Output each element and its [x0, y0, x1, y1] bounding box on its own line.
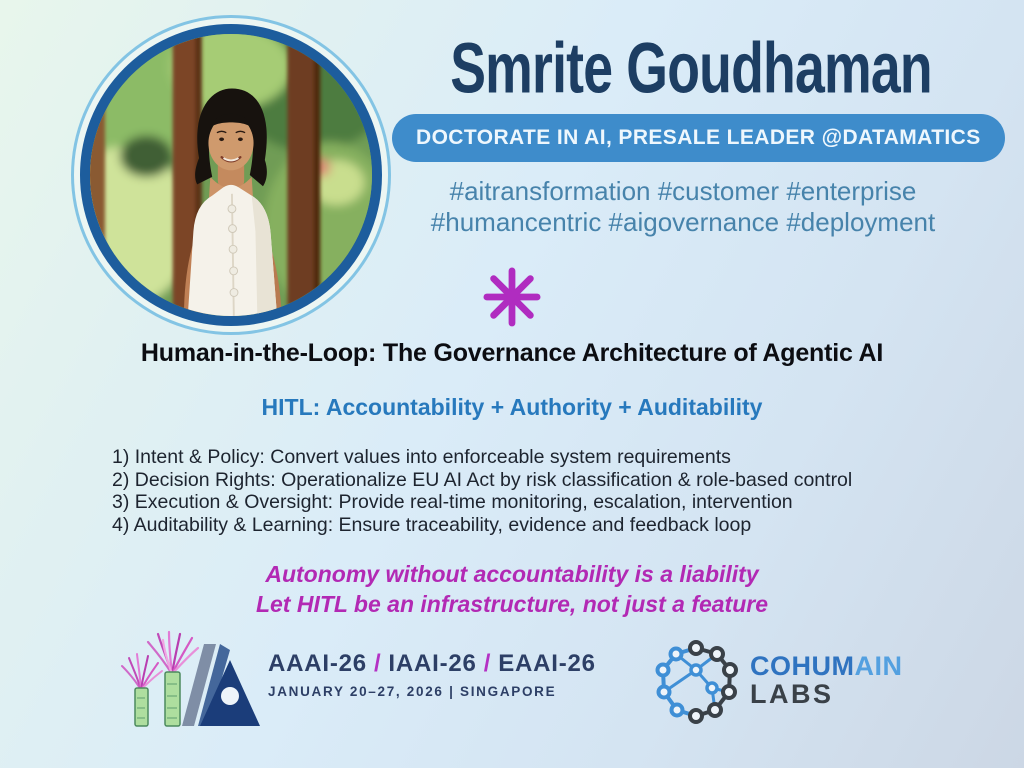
slash-separator: / [373, 650, 382, 677]
role-badge: DOCTORATE IN AI, PRESALE LEADER @DATAMATICS [392, 114, 1005, 162]
aaai-a-icon [182, 644, 260, 726]
quote-line-1: Autonomy without accountability is a liability [265, 561, 759, 587]
slash-separator: / [483, 650, 492, 677]
conference-eaai: EAAI-26 [498, 650, 596, 677]
quote-line-2: Let HITL be an infrastructure, not just a feature [255, 591, 769, 618]
speaker-photo [80, 24, 382, 326]
talk-point-3: 3) Execution & Oversight: Provide real-time monitoring, escalation, intervention [112, 491, 793, 513]
conference-aaai: AAAI-26 [268, 650, 367, 677]
talk-points [112, 446, 992, 536]
speaker-name: Smrite Goudhaman [450, 28, 932, 109]
brand-ain: AIN [854, 651, 903, 681]
asterisk-icon [483, 267, 541, 327]
quote [0, 559, 1024, 620]
conference-iaai: IAAI-26 [388, 650, 477, 677]
brand-labs: LABS [750, 679, 834, 710]
talk-point-1: 1) Intent & Policy: Convert values into enforceable system requirements [112, 446, 731, 468]
conference-block [268, 650, 596, 699]
speaker-photo-illustration [90, 34, 372, 316]
supertree-icon [122, 654, 162, 726]
talk-title: Human-in-the-Loop: The Governance Architecture of Agentic AI [140, 339, 884, 367]
cohumain-logo [650, 636, 903, 728]
network-icon [650, 636, 742, 728]
header-column [392, 28, 981, 238]
talk-point-2: 2) Decision Rights: Operationalize EU AI Act by risk classification & role-based control [112, 468, 853, 491]
talk-subtitle: HITL: Accountability + Authority + Auditability [261, 394, 763, 420]
conference-names [268, 650, 596, 678]
conference-date-location: JANUARY 20–27, 2026 | SINGAPORE [268, 684, 557, 699]
hashtags-line-1: #aitransformation #customer #enterprise [449, 176, 917, 207]
cohumain-wordmark [750, 652, 903, 709]
talk-point-4: 4) Auditability & Learning: Ensure traceability, evidence and feedback loop [112, 513, 752, 536]
hashtags [392, 176, 974, 237]
aaai-logo [120, 630, 262, 742]
hashtags-line-2: #humancentric #aigovernance #deployment [430, 207, 936, 238]
brand-cohum: COHUM [750, 651, 855, 681]
